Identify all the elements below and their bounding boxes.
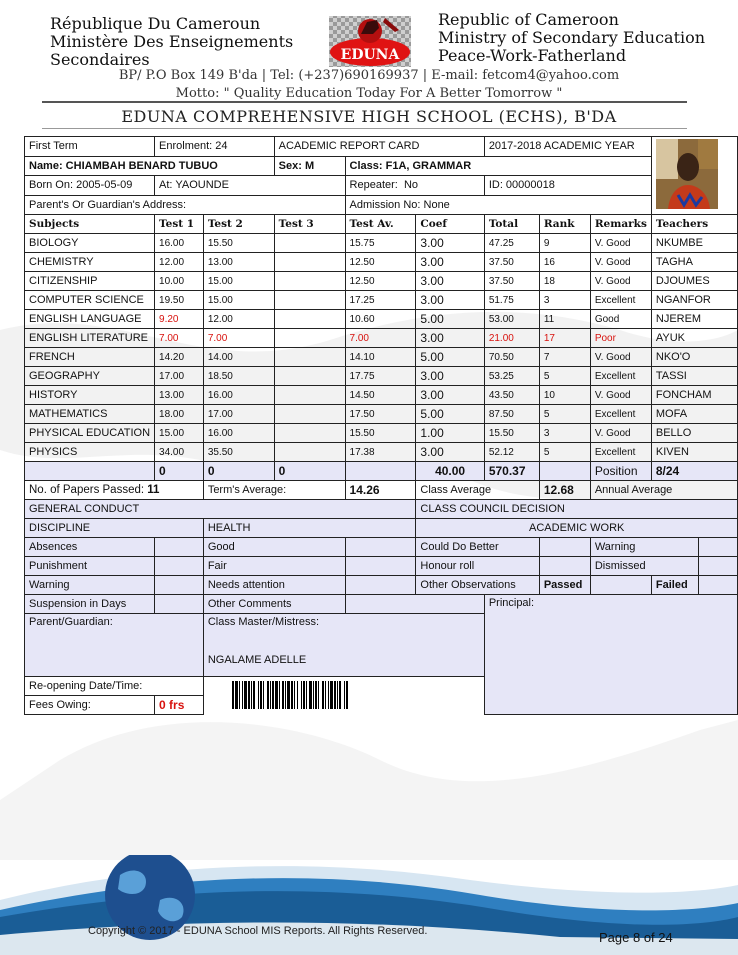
barcode-bar [315, 681, 317, 709]
coefficient: 3.00 [416, 386, 484, 405]
class-master-label: Class Master/Mistress: [207, 616, 320, 628]
remark: V. Good [590, 234, 651, 253]
position-value: 8/24 [651, 462, 737, 481]
test1-score: 15.00 [155, 424, 204, 443]
rank: 3 [539, 291, 590, 310]
total-score: 15.50 [484, 424, 539, 443]
contact-line: BP/ P.O Box 149 B'da | Tel: (+237)690169937 | E-mail: fetcom4@yahoo.com [118, 68, 620, 83]
rank: 5 [539, 405, 590, 424]
barcode-bar [287, 681, 290, 709]
subject-name: MATHEMATICS [25, 405, 155, 424]
repeater [345, 176, 484, 196]
remark: Excellent [590, 367, 651, 386]
total-test3: 0 [274, 462, 345, 481]
barcode-bar [328, 681, 329, 709]
test-average: 10.60 [345, 310, 416, 329]
barcode-bar [291, 681, 293, 709]
rank: 3 [539, 424, 590, 443]
subject-row [25, 272, 738, 291]
test-average: 7.00 [345, 329, 416, 348]
total-score: 47.25 [484, 234, 539, 253]
barcode-bar [337, 681, 338, 709]
test1-score: 18.00 [155, 405, 204, 424]
subject-name: PHYSICAL EDUCATION [25, 424, 155, 443]
coefficient: 3.00 [416, 234, 484, 253]
barcode-bar [346, 681, 348, 709]
class-master [203, 614, 484, 677]
general-conduct: GENERAL CONDUCT [25, 500, 416, 519]
conduct-row-4 [25, 595, 738, 614]
header-teachers: Teachers [651, 215, 737, 234]
summary-row [25, 481, 738, 500]
subject-row [25, 405, 738, 424]
barcode-bar [260, 681, 262, 709]
fees-owing: 0 frs [155, 696, 204, 715]
remark: V. Good [590, 424, 651, 443]
header-test1: Test 1 [155, 215, 204, 234]
barcode-bar [258, 681, 259, 709]
barcode-bar [334, 681, 336, 709]
other-observations: Other Observations [416, 576, 539, 595]
barcode-bar [309, 681, 312, 709]
test2-score: 14.00 [203, 348, 274, 367]
test3-score [274, 443, 345, 462]
class-average-value: 12.68 [539, 481, 590, 500]
health: HEALTH [203, 519, 416, 538]
header-fr-line: Ministère Des Enseignements [50, 32, 294, 51]
barcode-bar [253, 681, 255, 709]
remark: V. Good [590, 348, 651, 367]
test1-score: 9.20 [155, 310, 204, 329]
school-logo [325, 14, 415, 69]
header-test2: Test 2 [203, 215, 274, 234]
remark: V. Good [590, 253, 651, 272]
test3-score [274, 291, 345, 310]
test3-score [274, 424, 345, 443]
header-fr-line: Secondaires [50, 50, 150, 69]
subject-name: PHYSICS [25, 443, 155, 462]
test3-score [274, 253, 345, 272]
class-council-decision: CLASS COUNCIL DECISION [416, 500, 738, 519]
rank: 7 [539, 348, 590, 367]
teacher-name: NKUMBE [651, 234, 737, 253]
total-test1: 0 [155, 462, 204, 481]
test2-score: 17.00 [203, 405, 274, 424]
test2-score: 7.00 [203, 329, 274, 348]
teacher-name: TASSI [651, 367, 737, 386]
student-id: ID: 00000018 [484, 176, 651, 196]
barcode-cell [203, 677, 484, 715]
failed: Failed [651, 576, 698, 595]
remark: Excellent [590, 405, 651, 424]
total-test2: 0 [203, 462, 274, 481]
test1-score: 7.00 [155, 329, 204, 348]
subject-name: ENGLISH LANGUAGE [25, 310, 155, 329]
rank: 5 [539, 367, 590, 386]
barcode-bar [235, 681, 238, 709]
info-row-1 [25, 137, 738, 157]
teacher-name: NKO'O [651, 348, 737, 367]
test2-score: 13.00 [203, 253, 274, 272]
parent-guardian: Parent/Guardian: [25, 614, 204, 677]
barcode-bar [248, 681, 250, 709]
admission-no: Admission No: None [345, 195, 651, 215]
barcode-bar [263, 681, 264, 709]
test2-score: 35.50 [203, 443, 274, 462]
test1-score: 12.00 [155, 253, 204, 272]
info-row-3 [25, 176, 738, 196]
barcode-bar [322, 681, 324, 709]
coefficient: 1.00 [416, 424, 484, 443]
student-photo [656, 139, 718, 209]
barcode-bar [282, 681, 284, 709]
coefficient: 5.00 [416, 405, 484, 424]
total-score: 570.37 [484, 462, 539, 481]
principal: Principal: [484, 595, 737, 715]
copyright: Copyright © 2017 - EDUNA School MIS Reports. All Rights Reserved. [88, 925, 428, 937]
dismissed: Dismissed [590, 557, 698, 576]
other-comments: Other Comments [203, 595, 345, 614]
remark: Poor [590, 329, 651, 348]
repeater-label: Repeater: [349, 179, 398, 192]
teacher-name: DJOUMES [651, 272, 737, 291]
barcode-bar [242, 681, 243, 709]
header-en-line: Republic of Cameroon [438, 10, 619, 29]
punishment: Punishment [25, 557, 155, 576]
test-average: 15.50 [345, 424, 416, 443]
teacher-name: MOFA [651, 405, 737, 424]
test1-score: 19.50 [155, 291, 204, 310]
coefficient: 5.00 [416, 310, 484, 329]
teacher-name: TAGHA [651, 253, 737, 272]
remark: Excellent [590, 291, 651, 310]
barcode-bar [279, 681, 280, 709]
class-master-name: NGALAME ADELLE [207, 654, 307, 666]
header-coef: Coef [416, 215, 484, 234]
subject-row [25, 386, 738, 405]
discipline: DISCIPLINE [25, 519, 204, 538]
header-fr-line: République Du Cameroun [50, 14, 261, 33]
test1-score: 17.00 [155, 367, 204, 386]
barcode-bar [232, 681, 234, 709]
test2-score: 12.00 [203, 310, 274, 329]
test3-score [274, 405, 345, 424]
header-french [50, 15, 293, 69]
teacher-name: FONCHAM [651, 386, 737, 405]
test-average: 15.75 [345, 234, 416, 253]
test3-score [274, 310, 345, 329]
subject-name: GEOGRAPHY [25, 367, 155, 386]
test3-score [274, 329, 345, 348]
subject-name: CITIZENSHIP [25, 272, 155, 291]
header-test-av: Test Av. [345, 215, 416, 234]
teacher-name: AYUK [651, 329, 737, 348]
coefficient: 3.00 [416, 291, 484, 310]
teacher-name: NJEREM [651, 310, 737, 329]
coefficient: 3.00 [416, 253, 484, 272]
coefficient: 3.00 [416, 443, 484, 462]
conduct-row-2 [25, 557, 738, 576]
papers-passed [25, 481, 204, 500]
barcode-bar [294, 681, 295, 709]
total-score: 87.50 [484, 405, 539, 424]
header-en-line: Ministry of Secondary Education [438, 28, 706, 47]
barcode-bar [301, 681, 302, 709]
barcode-bar [244, 681, 247, 709]
barcode-bar [272, 681, 274, 709]
class-average-label: Class Average [416, 481, 539, 500]
test2-score: 16.00 [203, 386, 274, 405]
subject-row [25, 367, 738, 386]
subject-name: FRENCH [25, 348, 155, 367]
subject-row [25, 424, 738, 443]
coefficient: 3.00 [416, 272, 484, 291]
birth-place: At: YAOUNDE [155, 176, 346, 196]
total-score: 43.50 [484, 386, 539, 405]
total-score: 51.75 [484, 291, 539, 310]
coefficient: 5.00 [416, 348, 484, 367]
header-divider [42, 101, 687, 103]
academic-year: 2017-2018 ACADEMIC YEAR [484, 137, 651, 157]
total-score: 37.50 [484, 272, 539, 291]
barcode-bar [344, 681, 345, 709]
info-row-2 [25, 156, 738, 176]
remark: Excellent [590, 443, 651, 462]
could-do-better: Could Do Better [416, 538, 539, 557]
test-average: 17.50 [345, 405, 416, 424]
photo-cell [651, 137, 737, 215]
info-row-4 [25, 195, 738, 215]
test1-score: 10.00 [155, 272, 204, 291]
motto-line: Motto: " Quality Education Today For A Better Tomorrow " [175, 86, 563, 101]
test-average: 12.50 [345, 253, 416, 272]
annual-average-label: Annual Average [590, 481, 737, 500]
header-total: Total [484, 215, 539, 234]
conduct-head-row [25, 519, 738, 538]
academic-warning: Warning [590, 538, 698, 557]
fees-label: Fees Owing: [25, 696, 155, 715]
test2-score: 15.50 [203, 234, 274, 253]
academic-work: ACADEMIC WORK [416, 519, 738, 538]
total-score: 21.00 [484, 329, 539, 348]
subject-row [25, 443, 738, 462]
page-number: Page 8 of 24 [599, 930, 673, 945]
subject-row [25, 253, 738, 272]
barcode-bar [306, 681, 307, 709]
subject-name: BIOLOGY [25, 234, 155, 253]
barcode [232, 681, 484, 711]
school-name: EDUNA COMPREHENSIVE HIGH SCHOOL (ECHS), B'DA [121, 107, 617, 126]
rank: 17 [539, 329, 590, 348]
total-score: 53.25 [484, 367, 539, 386]
test-average: 17.75 [345, 367, 416, 386]
term-average-value: 14.26 [345, 481, 416, 500]
marks-header-row [25, 215, 738, 234]
test2-score: 16.00 [203, 424, 274, 443]
student-class: Class: F1A, GRAMMAR [345, 156, 651, 176]
absences: Absences [25, 538, 155, 557]
report-card [24, 136, 738, 715]
test1-score: 34.00 [155, 443, 204, 462]
barcode-bar [297, 681, 298, 709]
suspension-days: Suspension in Days [25, 595, 155, 614]
test-average: 14.50 [345, 386, 416, 405]
barcode-bar [303, 681, 305, 709]
conduct-row-3 [25, 576, 738, 595]
remark: V. Good [590, 272, 651, 291]
total-score: 37.50 [484, 253, 539, 272]
term: First Term [25, 137, 155, 157]
total-score: 70.50 [484, 348, 539, 367]
rank: 10 [539, 386, 590, 405]
rank: 5 [539, 443, 590, 462]
papers-value: 11 [147, 484, 160, 496]
subject-name: ENGLISH LITERATURE [25, 329, 155, 348]
header-test3: Test 3 [274, 215, 345, 234]
discipline-warning: Warning [25, 576, 155, 595]
total-coef: 40.00 [416, 462, 484, 481]
rank: 11 [539, 310, 590, 329]
barcode-bar [267, 681, 269, 709]
barcode-bar [251, 681, 252, 709]
test3-score [274, 234, 345, 253]
test1-score: 14.20 [155, 348, 204, 367]
remark: Good [590, 310, 651, 329]
test-average: 17.38 [345, 443, 416, 462]
test3-score [274, 272, 345, 291]
needs-attention: Needs attention [203, 576, 345, 595]
barcode-bar [318, 681, 319, 709]
barcode-bar [275, 681, 278, 709]
health-good: Good [203, 538, 345, 557]
coefficient: 3.00 [416, 329, 484, 348]
student-sex: Sex: M [274, 156, 345, 176]
test1-score: 16.00 [155, 234, 204, 253]
subject-row [25, 234, 738, 253]
logo-text: EDUNA [340, 47, 400, 63]
papers-label: No. of Papers Passed: [29, 484, 145, 496]
subject-row [25, 329, 738, 348]
test3-score [274, 367, 345, 386]
barcode-bar [325, 681, 326, 709]
conduct-row-1 [25, 538, 738, 557]
enrolment: Enrolment: 24 [155, 137, 275, 157]
barcode-bar [330, 681, 333, 709]
parent-address: Parent's Or Guardian's Address: [25, 195, 346, 215]
student-name: Name: CHIAMBAH BENARD TUBUO [25, 156, 275, 176]
header-subjects: Subjects [25, 215, 155, 234]
teacher-name: KIVEN [651, 443, 737, 462]
header-en-line: Peace-Work-Fatherland [438, 46, 627, 65]
reopening-date: Re-opening Date/Time: [25, 677, 204, 696]
barcode-bar [270, 681, 271, 709]
term-average-label: Term's Average: [203, 481, 345, 500]
subject-row [25, 310, 738, 329]
test-average: 12.50 [345, 272, 416, 291]
barcode-bar [239, 681, 240, 709]
barcode-bar [339, 681, 341, 709]
born-on: Born On: 2005-05-09 [25, 176, 155, 196]
test2-score: 18.50 [203, 367, 274, 386]
subject-name: HISTORY [25, 386, 155, 405]
test1-score: 13.00 [155, 386, 204, 405]
marks-body [25, 234, 738, 462]
barcode-bar [285, 681, 286, 709]
test-average: 14.10 [345, 348, 416, 367]
teacher-name: NGANFOR [651, 291, 737, 310]
test-average: 17.25 [345, 291, 416, 310]
header-english [438, 11, 705, 65]
subject-name: COMPUTER SCIENCE [25, 291, 155, 310]
school-underline [42, 128, 687, 129]
test3-score [274, 386, 345, 405]
total-score: 52.12 [484, 443, 539, 462]
position-label: Position [590, 462, 651, 481]
rank: 16 [539, 253, 590, 272]
header-remarks: Remarks [590, 215, 651, 234]
subject-name: CHEMISTRY [25, 253, 155, 272]
conduct-title-row [25, 500, 738, 519]
test3-score [274, 348, 345, 367]
report-table [24, 136, 738, 715]
rank: 9 [539, 234, 590, 253]
header-rank: Rank [539, 215, 590, 234]
test2-score: 15.00 [203, 291, 274, 310]
test2-score: 15.00 [203, 272, 274, 291]
teacher-name: BELLO [651, 424, 737, 443]
rank: 18 [539, 272, 590, 291]
coefficient: 3.00 [416, 367, 484, 386]
totals-row [25, 462, 738, 481]
card-title: ACADEMIC REPORT CARD [274, 137, 484, 157]
honour-roll: Honour roll [416, 557, 539, 576]
repeater-value: No [403, 179, 419, 192]
health-fair: Fair [203, 557, 345, 576]
remark: V. Good [590, 386, 651, 405]
subject-row [25, 348, 738, 367]
subject-row [25, 291, 738, 310]
passed: Passed [539, 576, 590, 595]
total-score: 53.00 [484, 310, 539, 329]
barcode-bar [313, 681, 314, 709]
